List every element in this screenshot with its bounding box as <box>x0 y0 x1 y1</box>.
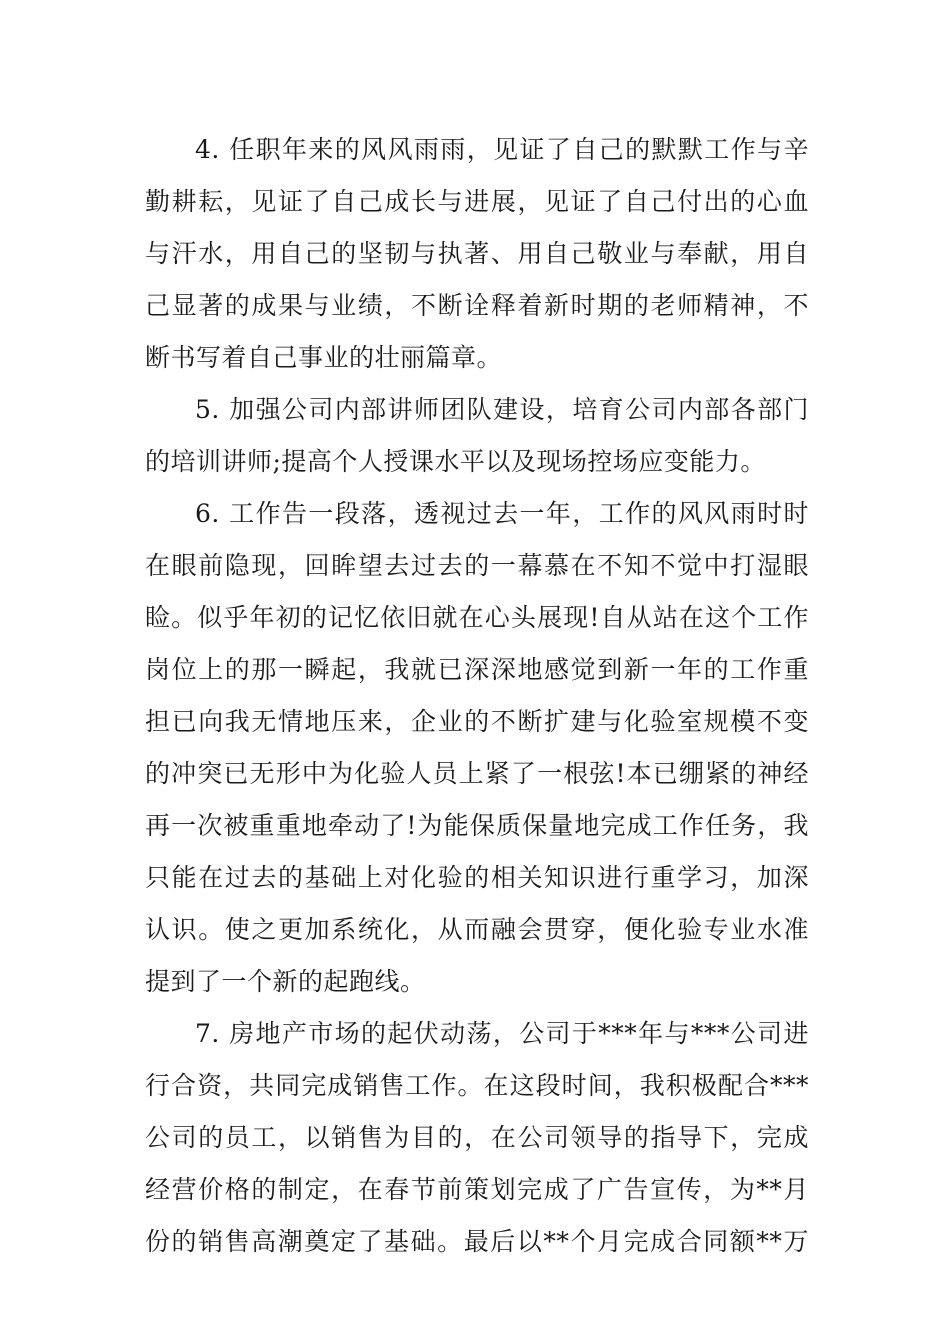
paragraph-4 <box>145 124 809 384</box>
text-line: 经营价格的制定，在春节前策划完成了广告宣传，为**月 <box>145 1175 809 1204</box>
text-line: 7. 房地产市场的起伏动荡，公司于***年与***公司进 <box>195 1019 809 1048</box>
text-line: 睑。似乎年初的记忆依旧就在心头展现!自从站在这个工作 <box>145 603 809 632</box>
text-line: 与汗水，用自己的坚韧与执著、用自己敬业与奉献，用自 <box>145 239 809 268</box>
text-line: 己显著的成果与业绩，不断诠释着新时期的老师精神，不 <box>145 291 809 320</box>
text-line: 再一次被重重地牵动了!为能保质保量地完成工作任务，我 <box>145 811 809 840</box>
text-line: 提到了一个新的起跑线。 <box>145 967 426 996</box>
paragraph-5 <box>145 384 809 488</box>
text-line: 担已向我无情地压来，企业的不断扩建与化验室规模不变 <box>145 707 809 736</box>
paragraph-6 <box>145 488 809 1008</box>
text-line: 4. 任职年来的风风雨雨，见证了自己的默默工作与辛 <box>195 135 809 164</box>
text-line: 的培训讲师;提高个人授课水平以及现场控场应变能力。 <box>145 447 766 476</box>
text-line: 公司的员工，以销售为目的，在公司领导的指导下，完成 <box>145 1123 809 1152</box>
text-line: 份的销售高潮奠定了基础。最后以**个月完成合同额**万 <box>145 1227 809 1256</box>
text-line: 只能在过去的基础上对化验的相关知识进行重学习，加深 <box>145 863 809 892</box>
text-line: 断书写着自己事业的壮丽篇章。 <box>145 343 503 372</box>
text-line: 认识。使之更加系统化，从而融会贯穿，便化验专业水准 <box>145 915 809 944</box>
text-line: 勤耕耘，见证了自己成长与进展，见证了自己付出的心血 <box>145 187 809 216</box>
document-page <box>145 124 809 1268</box>
text-line: 在眼前隐现，回眸望去过去的一幕慕在不知不觉中打湿眼 <box>145 551 809 580</box>
text-line: 行合资，共同完成销售工作。在这段时间，我积极配合*** <box>145 1071 809 1100</box>
text-line: 5. 加强公司内部讲师团队建设，培育公司内部各部门 <box>195 395 809 424</box>
text-line: 岗位上的那一瞬起，我就已深深地感觉到新一年的工作重 <box>145 655 809 684</box>
text-line: 6. 工作告一段落，透视过去一年，工作的风风雨时时 <box>195 499 809 528</box>
text-line: 的冲突已无形中为化验人员上紧了一根弦!本已绷紧的神经 <box>145 759 809 788</box>
paragraph-7 <box>145 1008 809 1268</box>
